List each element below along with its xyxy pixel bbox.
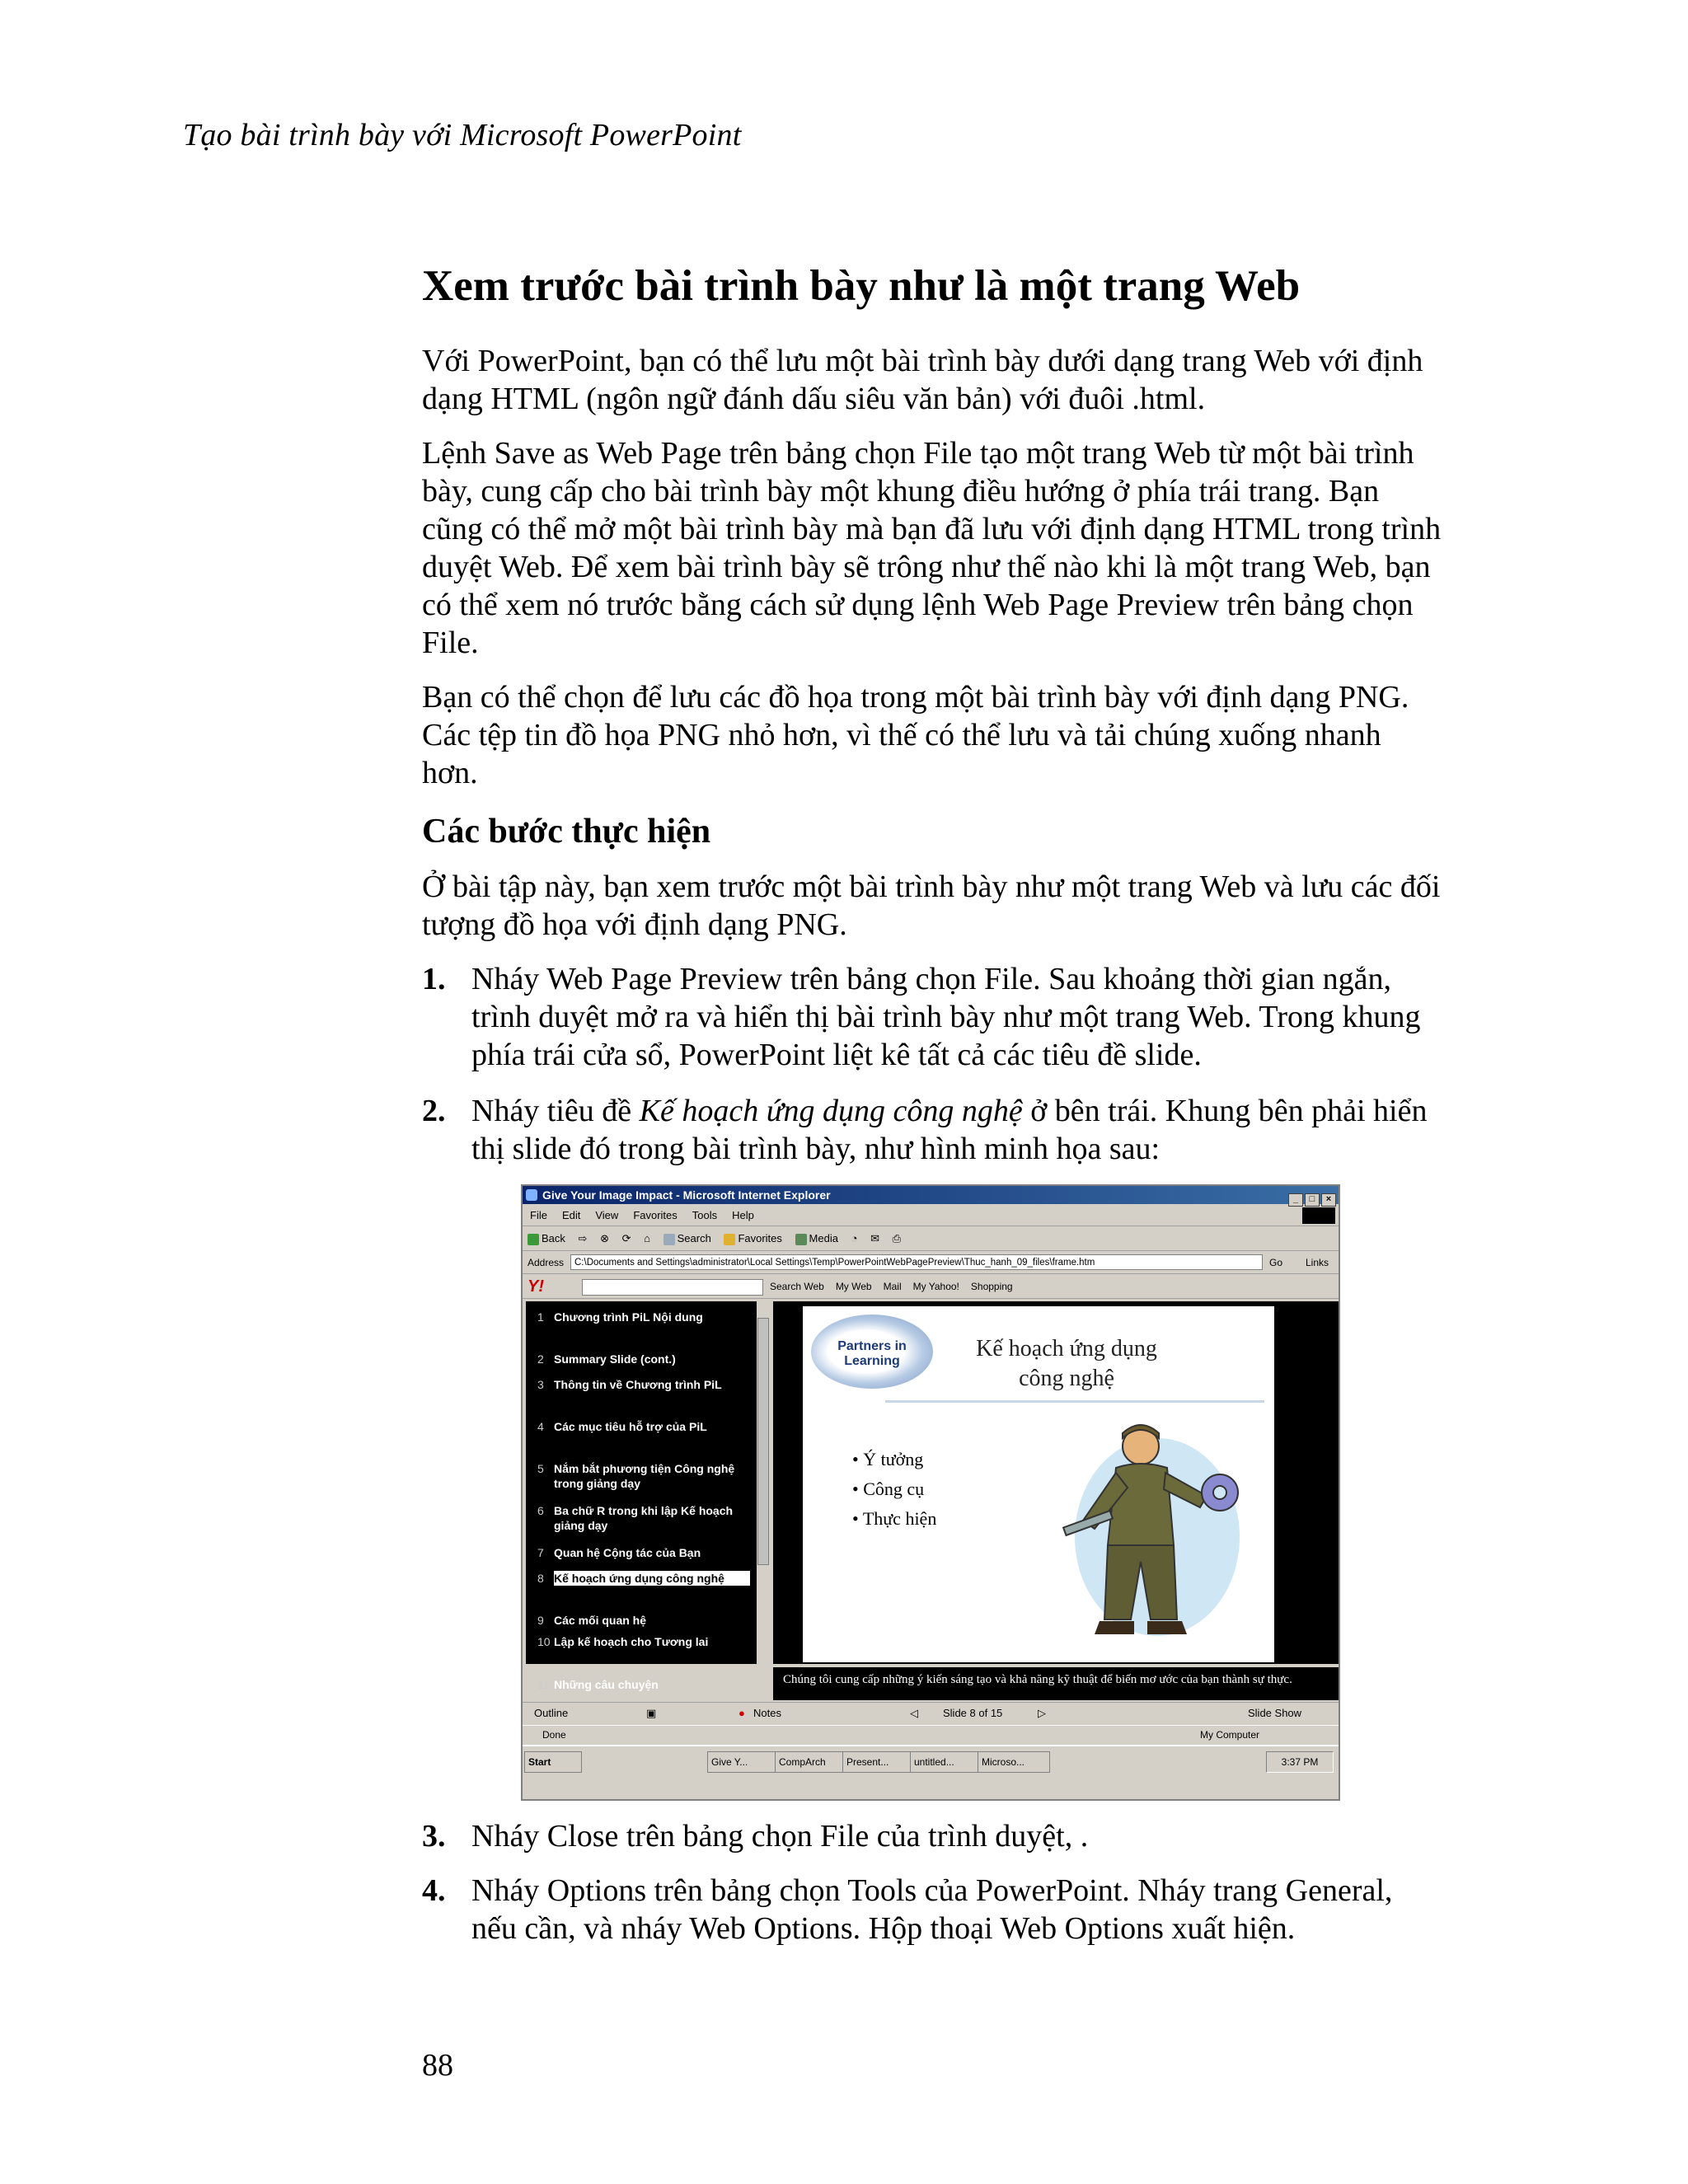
media-button[interactable]: Media (790, 1227, 843, 1250)
steps-heading: Các bước thực hiện (422, 813, 711, 851)
step-2 (422, 1092, 1444, 1168)
slide-counter: Slide 8 of 15 (943, 1707, 1003, 1719)
menu-tools[interactable]: Tools (692, 1209, 718, 1221)
step-number: 1. (422, 962, 446, 996)
outline-item[interactable]: 11 Những câu chuyện (537, 1678, 659, 1691)
paragraph-1: Với PowerPoint, bạn có thể lưu một bài trình bày dưới dạng trang Web với định dạng HTML (ngôn ngữ đánh dấu siêu văn bản) với đuôi .html. (422, 344, 1423, 416)
outline-item-selected[interactable]: 8 Kế hoạch ứng dụng công nghệ (537, 1571, 750, 1586)
window-title: Give Your Image Impact - Microsoft Internet Explorer (542, 1188, 831, 1202)
step-4 (422, 1872, 1444, 1947)
links-button[interactable]: Links (1306, 1257, 1329, 1268)
notes-pane: Chúng tôi cung cấp những ý kiến sáng tạo và khả năng kỹ thuật để biến mơ ước của bạn thành sự thực. (773, 1667, 1339, 1700)
my-yahoo-button[interactable]: My Yahoo! (912, 1281, 959, 1292)
bullet-item: • Công cụ (852, 1479, 925, 1499)
address-label: Address (528, 1257, 565, 1268)
mail-button[interactable]: Mail (883, 1281, 902, 1292)
outline-item[interactable]: 9 Các mối quan hệ (537, 1614, 647, 1627)
outline-item[interactable]: 2 Summary Slide (cont.) (537, 1352, 676, 1366)
notes-button[interactable]: Notes (753, 1707, 781, 1719)
stop-icon[interactable]: ⊗ (600, 1232, 609, 1244)
slide (803, 1306, 1274, 1662)
menu-favorites[interactable]: Favorites (633, 1209, 678, 1221)
step-text: Nháy Options trên bảng chọn Tools của PowerPoint. Nháy trang General, nếu cần, và nháy Web Options. Hộp thoại Web Options xuất hiện. (471, 1873, 1393, 1946)
windows-logo-icon (1302, 1207, 1335, 1224)
address-input[interactable]: C:\Documents and Settings\administrator\Local Settings\Temp\PowerPointWebPagePreview\Thuc_hanh_09_files\frame.htm (570, 1254, 1263, 1270)
shopping-button[interactable]: Shopping (970, 1281, 1013, 1292)
paragraph-3: Bạn có thể chọn để lưu các đồ họa trong một bài trình bày với định dạng PNG. Các tệp tin đồ họa PNG nhỏ hơn, vì thế có thể lưu và tải chúng xuống nhanh hơn. (422, 680, 1409, 790)
outline-pane (526, 1301, 770, 1691)
outline-item[interactable]: 7 Quan hệ Cộng tác của Bạn (537, 1546, 701, 1559)
menu-edit[interactable]: Edit (561, 1209, 581, 1221)
next-slide-button[interactable]: ▷ (1038, 1707, 1046, 1719)
search-icon (663, 1234, 675, 1245)
outline-item[interactable]: 1 Chương trình PiL Nội dung (537, 1310, 703, 1324)
print-icon[interactable]: ⎙ (892, 1232, 901, 1244)
section-title: Xem trước bài trình bày như là một trang Web (422, 262, 1301, 310)
taskbar-clock: 3:37 PM (1266, 1751, 1334, 1773)
scroll-thumb[interactable] (757, 1318, 769, 1565)
step-text (471, 1092, 1444, 1168)
taskbar-item[interactable]: untitled... (910, 1751, 982, 1773)
mail-icon[interactable]: ✉ (870, 1232, 879, 1244)
yahoo-search-input[interactable] (582, 1279, 763, 1296)
yahoo-toolbar (523, 1275, 1339, 1299)
step-text: Nháy Close trên bảng chọn File của trình duyệt, . (471, 1819, 1089, 1854)
page-number: 88 (422, 2048, 453, 2083)
outline-button[interactable]: Outline (534, 1707, 569, 1719)
close-button[interactable]: × (1321, 1193, 1336, 1207)
outline-item[interactable]: 10 Lập kế hoạch cho Tương lai (537, 1635, 709, 1648)
zone-label: My Computer (1200, 1729, 1260, 1741)
step-3 (422, 1817, 1444, 1855)
notes-icon: ● (738, 1707, 745, 1719)
step-text-after: ở bên trái. Khung bên phải hiển thị slide đó trong bài trình bày, như hình minh họa sau: (471, 1094, 1428, 1166)
refresh-icon[interactable]: ⟳ (621, 1232, 631, 1244)
running-header: Tạo bài trình bày với Microsoft PowerPoint (183, 118, 742, 152)
minimize-button[interactable]: _ (1288, 1193, 1303, 1207)
favorites-button[interactable]: Favorites (719, 1227, 786, 1250)
toolbar (523, 1227, 1339, 1251)
step-text-before: Nháy tiêu đề (471, 1094, 640, 1128)
slide-bullets (852, 1445, 936, 1534)
media-icon (795, 1234, 807, 1245)
windows-taskbar (523, 1745, 1339, 1801)
outline-scrollbar[interactable] (757, 1301, 770, 1664)
menu-bar (523, 1206, 1339, 1226)
step-number: 4. (422, 1873, 446, 1908)
maximize-button[interactable]: □ (1305, 1193, 1320, 1207)
ie-icon (526, 1189, 537, 1201)
history-icon[interactable]: ◔ (851, 1232, 858, 1244)
search-button[interactable]: Search (659, 1227, 716, 1250)
menu-help[interactable]: Help (732, 1209, 754, 1221)
go-button[interactable]: Go (1269, 1257, 1283, 1268)
prev-slide-button[interactable]: ◁ (910, 1707, 918, 1719)
browser-status-bar (523, 1725, 1339, 1744)
slide-title: Kế hoạch ứng dụng công nghệ (976, 1336, 1157, 1391)
yahoo-logo[interactable]: Y! (528, 1277, 544, 1296)
outline-item[interactable]: 6 Ba chữ R trong khi lập Kế hoạch giảng dạy (537, 1504, 734, 1532)
star-icon (724, 1234, 735, 1245)
step-text: Nháy Web Page Preview trên bảng chọn File. Sau khoảng thời gian ngắn, trình duyệt mở ra và hiển thị bài trình bày như một trang Web. Trong khung phía trái cửa sổ, PowerPoint liệt kê tất cả các tiêu đề slide. (471, 962, 1421, 1072)
outline-item[interactable]: 5 Nắm bắt phương tiện Công nghệ trong giảng dạy (537, 1462, 735, 1490)
step-text-italic: Kế hoạch ứng dụng công nghệ (639, 1094, 1023, 1128)
partners-in-learning-logo: Partners in Learning (811, 1315, 933, 1389)
back-button[interactable]: Back (523, 1227, 570, 1250)
title-underline (885, 1400, 1264, 1403)
status-done: Done (542, 1729, 566, 1741)
step-1 (422, 960, 1444, 1074)
slide-pane (773, 1301, 1339, 1664)
steps-intro: Ở bài tập này, bạn xem trước một bài trình bày như một trang Web và lưu các đối tượng đồ họa với định dạng PNG. (422, 869, 1441, 942)
start-button[interactable]: Start (524, 1751, 582, 1773)
address-bar (523, 1252, 1339, 1274)
window-titlebar (523, 1186, 1339, 1204)
taskbar-item[interactable]: Present... (842, 1751, 915, 1773)
browser-screenshot (521, 1184, 1340, 1801)
search-web-button[interactable]: Search Web (770, 1281, 824, 1292)
taskbar-item[interactable]: CompArch (775, 1751, 847, 1773)
bullet-item: • Thực hiện (852, 1508, 937, 1529)
home-icon[interactable]: ⌂ (644, 1232, 650, 1244)
forward-button[interactable]: ⇨ (578, 1232, 588, 1244)
expand-icon[interactable]: ▣ (646, 1707, 657, 1719)
taskbar-item[interactable]: Microso... (978, 1751, 1050, 1773)
paragraph-2: Lệnh Save as Web Page trên bảng chọn File tạo một trang Web từ một bài trình bày, cung cấp cho bài trình bày một khung điều hướng ở phía trái trang. Bạn cũng có thể mở một bài trình bày mà bạn đã lưu với định dạng HTML trong trình duyệt Web. Để xem bài trình bày sẽ trông như thế nào khi là một trang Web, bạn có thể xem nó trước bằng cách sử dụng lệnh Web Page Preview trên bảng chọn File. (422, 436, 1442, 660)
frame-status-strip (523, 1702, 1339, 1724)
outline-item[interactable]: 4 Các mục tiêu hỗ trợ của PiL (537, 1420, 707, 1433)
step-number: 3. (422, 1819, 446, 1854)
mechanic-clipart (1058, 1413, 1256, 1646)
my-web-button[interactable]: My Web (835, 1281, 872, 1292)
step-number: 2. (422, 1094, 446, 1128)
back-arrow-icon (528, 1234, 539, 1245)
menu-view[interactable]: View (595, 1209, 619, 1221)
bullet-item: • Ý tưởng (852, 1449, 924, 1469)
menu-file[interactable]: File (530, 1209, 547, 1221)
outline-item[interactable]: 3 Thông tin về Chương trình PiL (537, 1378, 722, 1391)
slide-show-button[interactable]: Slide Show (1248, 1707, 1302, 1719)
taskbar-item[interactable]: Give Y... (707, 1751, 780, 1773)
